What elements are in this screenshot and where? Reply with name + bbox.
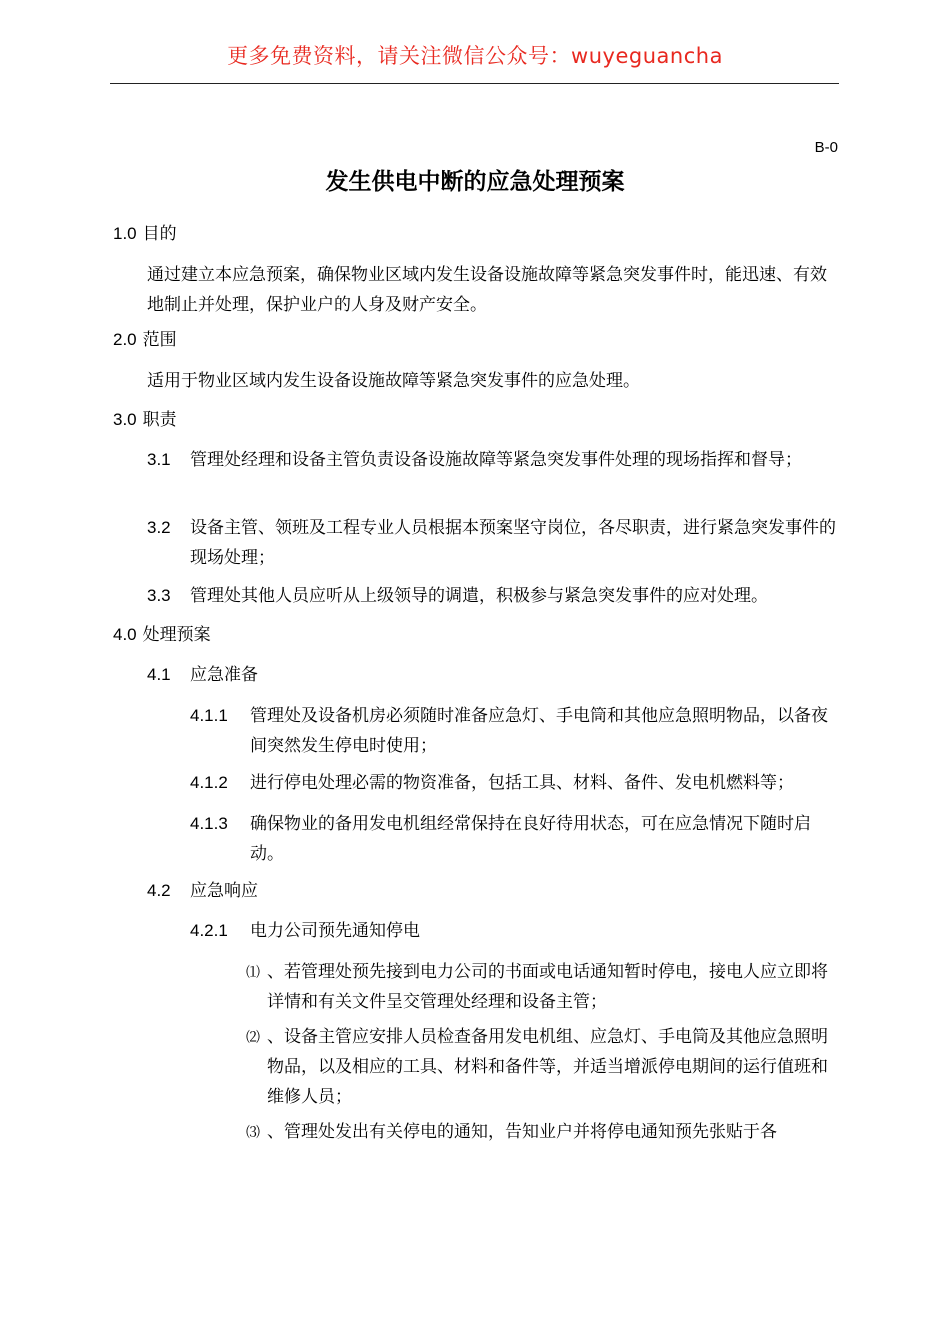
subsection-title: 应急响应	[190, 881, 258, 901]
subsection-number: 4.2	[147, 881, 171, 900]
item-text: 管理处其他人员应听从上级领导的调遣，积极参与紧急突发事件的应对处理。	[190, 586, 768, 606]
point-text-body: 、设备主管应安排人员检查备用发电机组、应急灯、手电筒及其他应急照明物品，以及相应的工具、材料和备件等，并适当增派停电期间的运行值班和维修人员；	[267, 1027, 828, 1107]
subsection-4-1-heading	[147, 660, 841, 690]
point-text	[246, 1022, 843, 1112]
section-number: 2.0	[113, 330, 137, 349]
header-banner: 更多免费资料，请关注微信公众号：wuyeguancha	[227, 44, 723, 68]
section-title: 处理预案	[142, 625, 211, 645]
section-number: 4.0	[113, 625, 137, 644]
point-text-body: 、若管理处预先接到电力公司的书面或电话通知暂时停电，接电人应立即将详情和有关文件呈交管理处经理和设备主管；	[267, 962, 828, 1012]
section-3-heading	[113, 405, 177, 435]
item-number: 4.1.3	[190, 814, 228, 833]
item-number: 3.2	[147, 518, 171, 537]
point-marker: ⑴	[246, 964, 260, 980]
list-item	[190, 809, 841, 869]
item-number: 3.1	[147, 450, 171, 469]
point-text-body: 、管理处发出有关停电的通知，告知业户并将停电通知预先张贴于各	[267, 1122, 777, 1142]
section-number: 3.0	[113, 410, 137, 429]
document-code: B-0	[814, 139, 838, 156]
subsection-title: 应急准备	[190, 665, 258, 685]
item-number: 4.1.1	[190, 706, 228, 725]
section-title: 范围	[142, 330, 177, 350]
item-4-2-1-heading	[190, 916, 841, 946]
header-divider	[110, 83, 839, 84]
section-2-heading	[113, 325, 177, 355]
point-text	[246, 1117, 843, 1147]
item-text: 确保物业的备用发电机组经常保持在良好待用状态，可在应急情况下随时启动。	[250, 814, 811, 864]
item-number: 4.1.2	[190, 773, 228, 792]
section-title: 目的	[142, 224, 177, 244]
point-marker: ⑵	[246, 1029, 260, 1045]
subsection-4-2-heading	[147, 876, 841, 906]
list-item	[147, 581, 841, 611]
list-item	[246, 1117, 843, 1147]
point-text	[246, 957, 843, 1017]
list-item	[147, 513, 841, 573]
section-4-heading	[113, 620, 211, 650]
section-1-body: 通过建立本应急预案，确保物业区域内发生设备设施故障等紧急突发事件时，能迅速、有效地制止并处理，保护业户的人身及财产安全。	[147, 265, 827, 315]
item-number: 4.2.1	[190, 921, 228, 940]
item-text: 管理处及设备机房必须随时准备应急灯、手电筒和其他应急照明物品，以备夜间突然发生停电时使用；	[250, 706, 828, 756]
document-title: 发生供电中断的应急处理预案	[325, 169, 625, 195]
section-title: 职责	[142, 410, 177, 430]
item-number: 3.3	[147, 586, 171, 605]
section-number: 1.0	[113, 224, 137, 243]
item-text: 进行停电处理必需的物资准备，包括工具、材料、备件、发电机燃料等；	[250, 773, 794, 793]
section-1-heading	[113, 219, 177, 249]
item-text: 管理处经理和设备主管负责设备设施故障等紧急突发事件处理的现场指挥和督导；	[190, 450, 802, 470]
list-item	[147, 445, 841, 505]
item-title: 电力公司预先通知停电	[250, 921, 420, 941]
list-item	[190, 701, 841, 761]
point-marker: ⑶	[246, 1124, 260, 1140]
list-item	[246, 957, 843, 1017]
item-text: 设备主管、领班及工程专业人员根据本预案坚守岗位，各尽职责，进行紧急突发事件的现场处理；	[190, 518, 836, 568]
list-item	[190, 768, 841, 798]
section-2-body: 适用于物业区域内发生设备设施故障等紧急突发事件的应急处理。	[147, 371, 640, 391]
list-item	[246, 1022, 843, 1112]
subsection-number: 4.1	[147, 665, 171, 684]
